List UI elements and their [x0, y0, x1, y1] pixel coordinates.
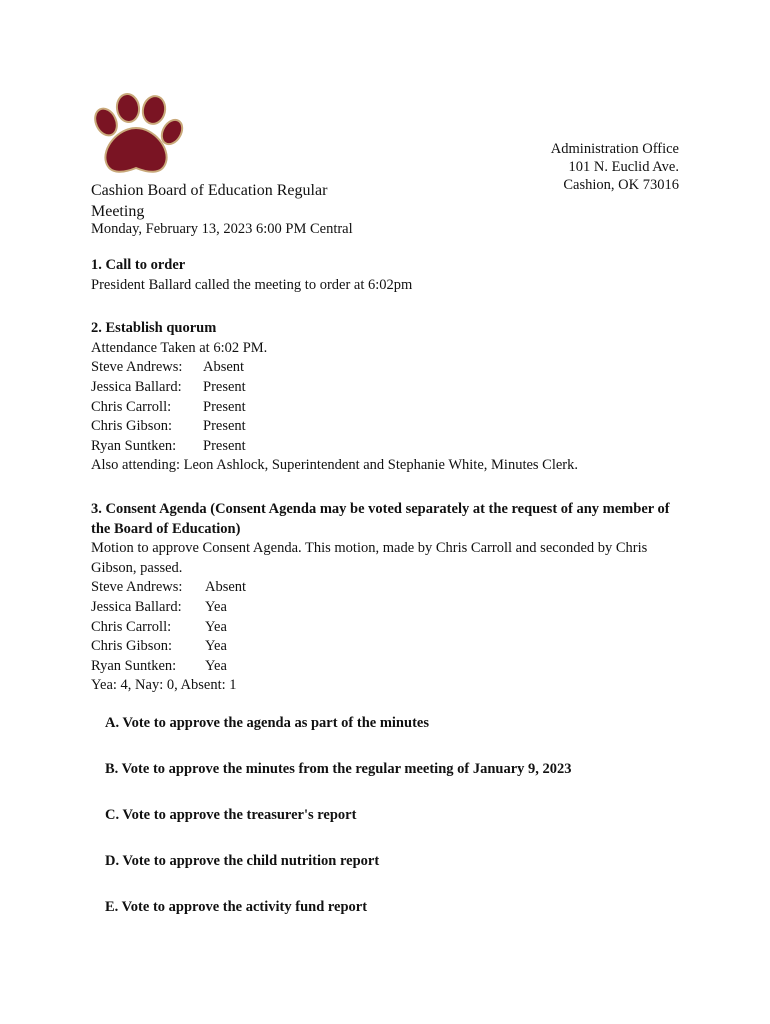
member-name: Chris Carroll: [91, 618, 172, 635]
vote-row [91, 637, 683, 657]
attendance-status: Absent [203, 359, 245, 376]
section-heading: 3. Consent Agenda (Consent Agenda may be voted separately at the request of any member of the Board of Education) [91, 500, 670, 537]
section-consent-agenda [91, 500, 683, 944]
consent-items [91, 714, 683, 944]
address-line: Cashion, OK 73016 [563, 177, 679, 193]
attendance-row [91, 358, 683, 378]
office-address [551, 140, 679, 194]
paw-pad [105, 128, 166, 172]
vote-row [91, 578, 683, 598]
minutes-body [91, 256, 683, 968]
agenda-item: C. Vote to approve the treasurer's report [105, 806, 357, 823]
member-name: Ryan Suntken: [91, 437, 177, 454]
attendance-row [91, 378, 683, 398]
section-text: Attendance Taken at 6:02 PM. [91, 339, 268, 356]
address-line: 101 N. Euclid Ave. [568, 159, 679, 175]
attendance-status: Present [203, 378, 246, 395]
section-quorum [91, 319, 683, 476]
attendance-status: Present [203, 418, 246, 435]
member-name: Ryan Suntken: [91, 657, 177, 674]
vote-value: Absent [205, 579, 247, 596]
vote-value: Yea [205, 657, 227, 674]
section-call-to-order [91, 256, 683, 295]
also-attending: Also attending: Leon Ashlock, Superintendent and Stephanie White, Minutes Clerk. [91, 457, 579, 474]
vote-row [91, 657, 683, 677]
vote-value: Yea [205, 638, 227, 655]
attendance-status: Present [203, 437, 246, 454]
attendance-status: Present [203, 398, 246, 415]
vote-tally: Yea: 4, Nay: 0, Absent: 1 [91, 677, 237, 694]
member-name: Steve Andrews: [91, 579, 183, 596]
paw-pad [140, 94, 167, 126]
member-name: Chris Gibson: [91, 638, 172, 655]
vote-value: Yea [205, 618, 227, 635]
vote-value: Yea [205, 598, 227, 615]
member-name: Jessica Ballard: [91, 378, 182, 395]
section-heading: 2. Establish quorum [91, 320, 217, 337]
member-name: Chris Carroll: [91, 398, 172, 415]
address-line: Administration Office [550, 141, 679, 157]
member-name: Steve Andrews: [91, 359, 183, 376]
paw-print-icon [88, 92, 188, 182]
agenda-item: A. Vote to approve the agenda as part of the minutes [105, 714, 429, 731]
section-text: President Ballard called the meeting to order at 6:02pm [91, 276, 413, 293]
section-heading: 1. Call to order [91, 257, 186, 273]
attendance-row [91, 398, 683, 418]
paw-pad [115, 93, 141, 124]
vote-row [91, 618, 683, 638]
member-name: Chris Gibson: [91, 418, 172, 435]
motion-text: Motion to approve Consent Agenda. This motion, made by Chris Carroll and seconded by Chris Gibson, passed. [91, 540, 648, 576]
agenda-item: B. Vote to approve the minutes from the regular meeting of January 9, 2023 [105, 760, 572, 777]
meeting-title: Cashion Board of Education Regular Meeting [91, 182, 328, 220]
member-name: Jessica Ballard: [91, 598, 182, 615]
vote-row [91, 598, 683, 618]
attendance-row [91, 437, 683, 457]
agenda-item: D. Vote to approve the child nutrition report [105, 852, 380, 869]
agenda-item: E. Vote to approve the activity fund report [105, 898, 368, 915]
meeting-date: Monday, February 13, 2023 6:00 PM Central [91, 221, 353, 237]
attendance-row [91, 417, 683, 437]
